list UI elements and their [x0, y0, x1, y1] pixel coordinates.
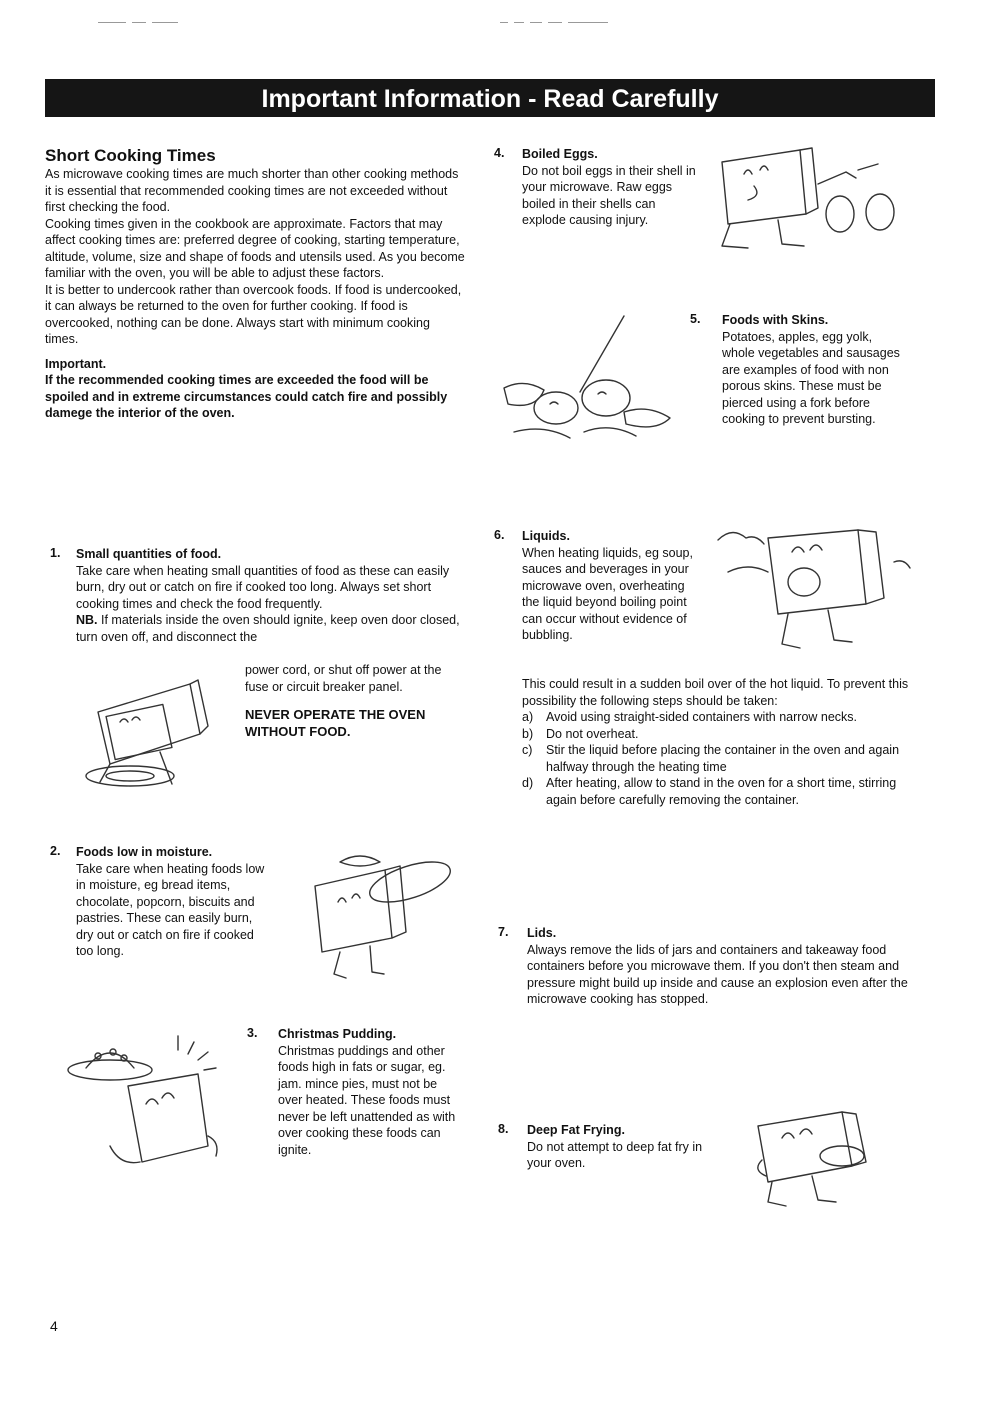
item-6-continued	[522, 676, 914, 808]
important-label: Important.	[45, 356, 107, 371]
item-7	[527, 925, 915, 1008]
scan-marks	[98, 14, 184, 18]
item-3-body: Christmas puddings and other foods high in fats or sugar, eg. jam. mince pies, must not be over heated. These foods must never be left unattended as with over cooking these foods can ignite.	[278, 1043, 456, 1157]
important-text: If the recommended cooking times are exceeded the food will be spoiled and in extreme circumstances could catch fire and possibly damege the interior of the oven.	[45, 373, 448, 420]
oven-pudding-illustration	[58, 1026, 238, 1176]
item-5-title: Foods with Skins.	[722, 313, 829, 327]
item-1-nb-label: NB.	[76, 613, 98, 627]
item-2-title: Foods low in moisture.	[76, 845, 213, 859]
item-6-body-2: This could result in a sudden boil over of the hot liquid. To prevent this possibility the following steps should be taken:	[522, 677, 909, 708]
item-1-number: 1.	[50, 546, 61, 560]
oven-plate-illustration	[70, 672, 230, 796]
item-7-body: Always remove the lids of jars and containers and takeaway food containers before you microwave them. If you don't then steam and pressure might build up inside and cause an explosion even after the microwave cooking has stopped.	[527, 942, 908, 1006]
item-3-title: Christmas Pudding.	[278, 1027, 397, 1041]
item-8-number: 8.	[498, 1122, 509, 1136]
item-1	[76, 546, 466, 645]
item-2-body: Take care when heating foods low in moisture, eg bread items, chocolate, popcorn, biscuits and pastries. These can easily burn, dry out or catch on fire if cooked too long.	[76, 861, 265, 958]
item-7-title: Lids.	[527, 926, 557, 940]
item-6-step-d: d) After heating, allow to stand in the oven for a short time, stirring again before carefully removing the container.	[522, 776, 897, 807]
item-8-title: Deep Fat Frying.	[527, 1123, 625, 1137]
scan-marks-right	[500, 14, 614, 18]
item-4-title: Boiled Eggs.	[522, 147, 598, 161]
item-6-number: 6.	[494, 528, 505, 542]
sausages-illustration	[494, 312, 684, 462]
item-8	[527, 1122, 727, 1172]
item-6-body-1: When heating liquids, eg soup, sauces and beverages in your microwave oven, overheating the liquid beyond boiling point can occur without evidence of bubbling.	[522, 545, 693, 642]
item-6-title: Liquids.	[522, 529, 570, 543]
item-4-body: Do not boil eggs in their shell in your microwave. Raw eggs boiled in their shells can explode causing injury.	[522, 163, 696, 227]
oven-frying-illustration	[742, 1104, 882, 1214]
item-8-body: Do not attempt to deep fat fry in your oven.	[527, 1139, 703, 1170]
intro-paragraph-2: Cooking times given in the cookbook are approximate. Factors that may affect cooking times are: preferred degree of cooking, starting temperature, altitude, volume, size and shape of foods and utensils used. As you become familiar with the oven, you will be able to adjust these factors.	[45, 216, 465, 280]
item-5	[722, 312, 912, 428]
item-1-warning: NEVER OPERATE THE OVEN WITHOUT FOOD.	[245, 707, 426, 739]
item-2-number: 2.	[50, 844, 61, 858]
item-1-nb-text-2: power cord, or shut off power at the fuse or circuit breaker panel.	[245, 663, 442, 694]
item-1-nb-text: If materials inside the oven should ignite, keep oven door closed, turn oven off, and disconnect the	[76, 613, 460, 644]
item-6-step-a: a) Avoid using straight-sided containers with narrow necks.	[522, 710, 858, 724]
intro-heading: Short Cooking Times	[45, 146, 216, 165]
item-6	[522, 528, 702, 644]
item-3-number: 3.	[247, 1026, 258, 1040]
page-banner: Important Information - Read Carefully	[45, 79, 935, 117]
oven-bread-illustration	[300, 846, 460, 986]
item-3	[278, 1026, 468, 1158]
intro-paragraph-3: It is better to undercook rather than overcook foods. If food is undercooked, it can always be returned to the oven for further cooking. If food is overcooked, nothing can be done. Always start with minimum cooking times.	[45, 282, 462, 346]
intro-section	[45, 146, 465, 422]
intro-paragraph-1: As microwave cooking times are much shorter than other cooking methods it is essential that recommended cooking times are not exceeded without first checking the food.	[45, 167, 459, 214]
oven-liquid-illustration	[708, 522, 918, 662]
item-1-continued	[245, 662, 467, 740]
item-4	[522, 146, 702, 229]
item-1-title: Small quantities of food.	[76, 547, 222, 561]
oven-eggs-illustration	[708, 144, 908, 262]
item-5-body: Potatoes, apples, egg yolk, whole vegetables and sausages are examples of food with non porous skins. These must be pierced using a fork before cooking to prevent bursting.	[722, 329, 900, 426]
item-2	[76, 844, 276, 960]
page-number: 4	[50, 1318, 58, 1334]
item-6-step-b: b) Do not overheat.	[522, 726, 639, 741]
item-4-number: 4.	[494, 146, 505, 160]
item-5-number: 5.	[690, 312, 701, 326]
item-1-body: Take care when heating small quantities of food as these can easily burn, dry out or catch on fire if cooked too long. Always set short cooking times and check the food frequently.	[76, 563, 450, 611]
item-7-number: 7.	[498, 925, 509, 939]
item-6-step-c: c) Stir the liquid before placing the container in the oven and again halfway through the heating time	[522, 743, 900, 774]
